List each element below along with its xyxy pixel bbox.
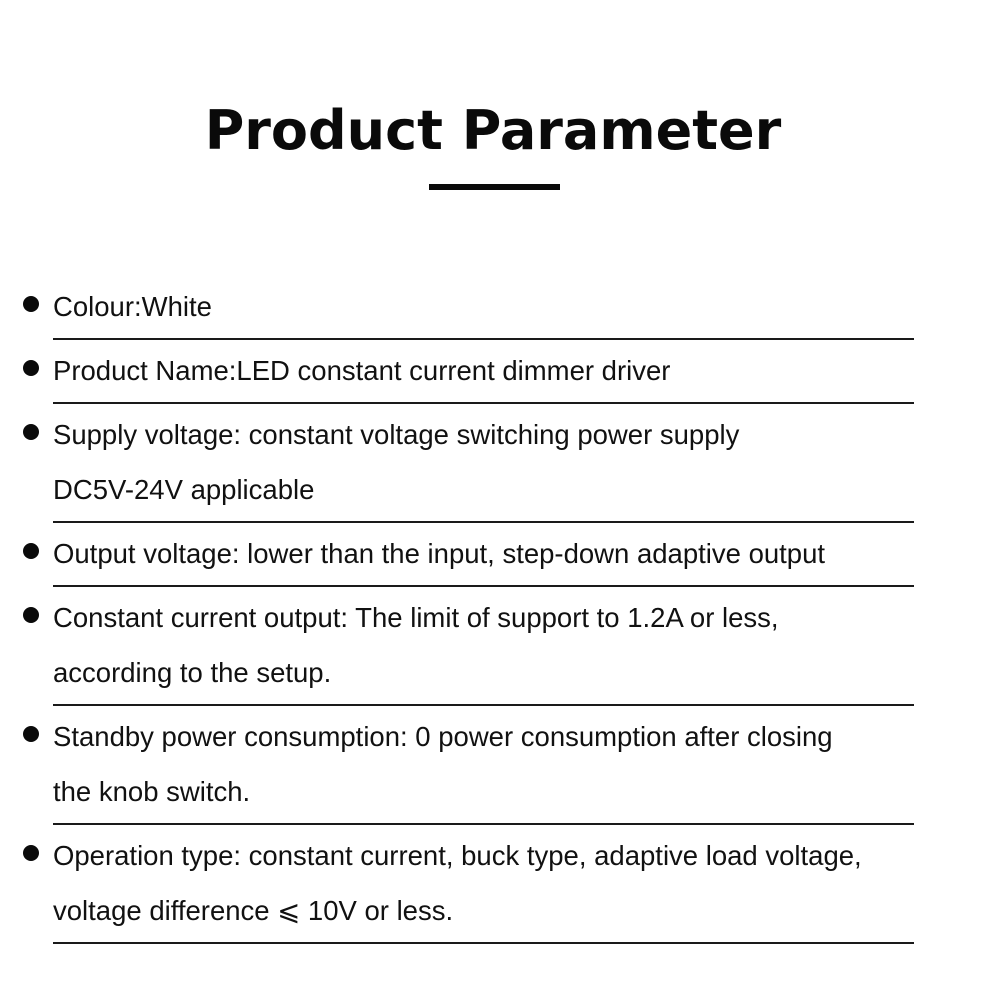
title-underline — [429, 184, 560, 190]
parameter-text: Supply voltage: constant voltage switching power supply DC5V-24V applicable — [53, 419, 740, 505]
parameter-text: Product Name:LED constant current dimmer driver — [53, 355, 671, 386]
parameter-item-product-name — [53, 343, 914, 404]
bullet-icon — [23, 543, 39, 559]
parameter-item-colour — [53, 279, 914, 340]
parameter-text: Constant current output: The limit of support to 1.2A or less, according to the setup. — [53, 602, 779, 688]
parameter-item-output-voltage — [53, 526, 914, 587]
page-title: Product Parameter — [204, 99, 782, 162]
parameter-text: Colour:White — [53, 291, 212, 322]
parameter-text: Operation type: constant current, buck type, adaptive load voltage, voltage difference ⩽ 10V or less. — [53, 840, 862, 926]
parameter-list — [0, 279, 1000, 947]
parameter-text: Standby power consumption: 0 power consumption after closing the knob switch. — [53, 721, 833, 807]
bullet-icon — [23, 845, 39, 861]
parameter-item-operation-type — [53, 828, 914, 944]
parameter-item-standby-power — [53, 709, 914, 825]
parameter-item-constant-current-output — [53, 590, 914, 706]
parameter-item-supply-voltage — [53, 407, 914, 523]
parameter-text: Output voltage: lower than the input, step-down adaptive output — [53, 538, 826, 569]
bullet-icon — [23, 296, 39, 312]
bullet-icon — [23, 726, 39, 742]
bullet-icon — [23, 360, 39, 376]
bullet-icon — [23, 607, 39, 623]
bullet-icon — [23, 424, 39, 440]
